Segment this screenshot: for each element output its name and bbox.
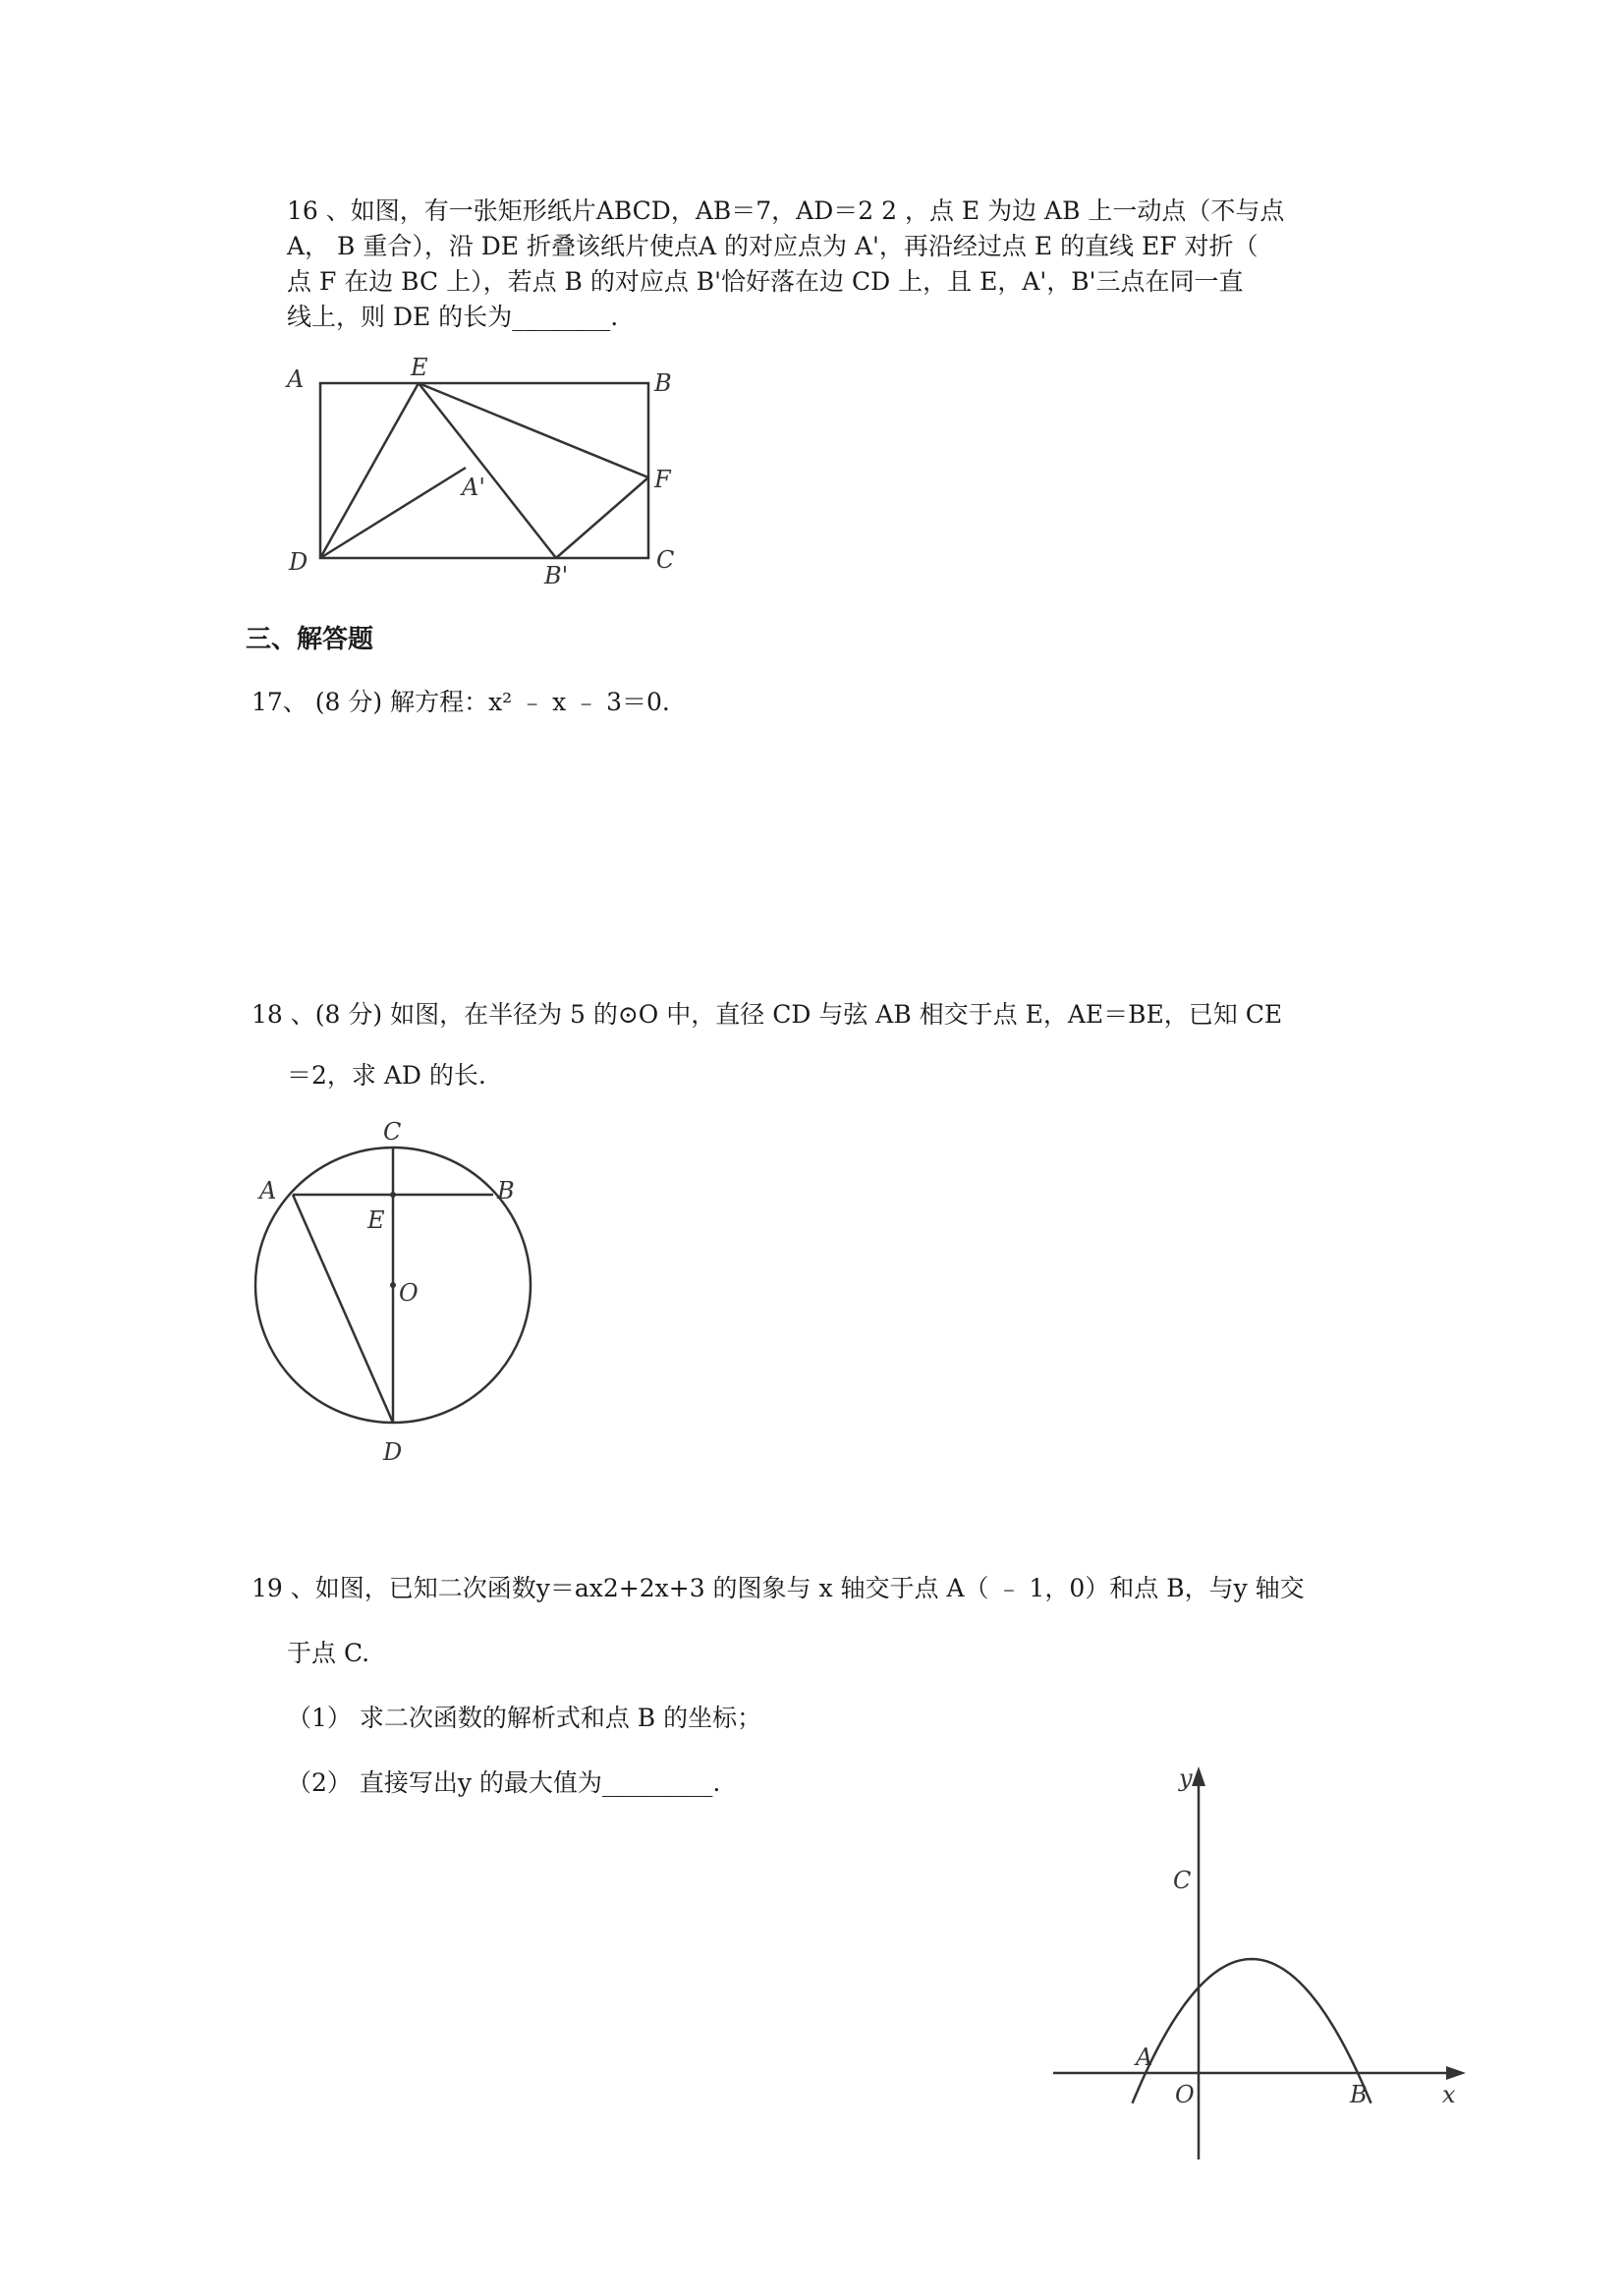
label-b: B — [1350, 2081, 1368, 2108]
q16-line-3: 点 F 在边 BC 上），若点 B 的对应点 B'恰好落在边 CD 上，且 E，A'，B'三点在同一直 — [287, 267, 1244, 296]
label-o: O — [399, 1279, 419, 1307]
label-c: C — [656, 546, 675, 574]
q19-line-2: 于点 C. — [287, 1639, 370, 1667]
q19-figure — [1041, 1759, 1474, 2171]
label-b-prime: B' — [544, 562, 569, 589]
q19-part-2: （2） 直接写出y 的最大值为_________. — [287, 1768, 721, 1797]
q16-line-4: 线上，则 DE 的长为________. — [287, 303, 619, 331]
segment-da1 — [320, 468, 466, 558]
label-a: A — [1136, 2044, 1153, 2071]
label-a-prime: A' — [462, 474, 485, 501]
label-c: C — [383, 1118, 402, 1146]
parabola-curve — [1133, 1959, 1371, 2103]
label-f: F — [654, 466, 671, 493]
q19-part-1: （1） 求二次函数的解析式和点 B 的坐标； — [287, 1704, 762, 1732]
label-c: C — [1173, 1867, 1192, 1894]
label-o: O — [1175, 2081, 1195, 2108]
q16-line-1: 16 、如图，有一张矩形纸片ABCD，AB＝7，AD＝2 2 ，点 E 为边 AB 上一动点（不与点 — [287, 196, 1285, 225]
point-e — [390, 1192, 396, 1198]
q18-line-2: ＝2，求 AD 的长. — [287, 1061, 486, 1090]
label-e: E — [367, 1206, 385, 1234]
y-axis-arrow-icon — [1192, 1766, 1205, 1786]
label-d: D — [289, 548, 308, 576]
segment-eb1 — [419, 383, 556, 558]
label-a: A — [287, 365, 305, 393]
segment-fb1 — [556, 477, 648, 558]
q18-line-1: 18 、(8 分) 如图，在半径为 5 的⊙O 中，直径 CD 与弦 AB 相交于点 E，AE＝BE，已知 CE — [252, 1000, 1283, 1029]
x-axis-arrow-icon — [1446, 2066, 1466, 2080]
q18-figure — [246, 1118, 540, 1472]
label-x: x — [1442, 2081, 1456, 2108]
label-a: A — [259, 1177, 277, 1204]
section-title: 三、解答题 — [246, 625, 374, 654]
q17-text: 17、 (8 分) 解方程：x² ﹣ x ﹣ 3＝0. — [252, 688, 670, 716]
q16-line-2: A， B 重合），沿 DE 折叠该纸片使点A 的对应点为 A'，再沿经过点 E 的直线 EF 对折（ — [287, 232, 1259, 260]
label-b: B — [654, 369, 672, 397]
label-y: y — [1179, 1764, 1193, 1792]
point-o — [390, 1282, 396, 1288]
segment-ef — [419, 383, 648, 477]
q19-line-1: 19 、如图，已知二次函数y＝ax2+2x+3 的图象与 x 轴交于点 A（ ﹣ 1，0）和点 B，与y 轴交 — [252, 1574, 1305, 1602]
q16-figure — [275, 354, 707, 599]
label-e: E — [411, 354, 428, 381]
label-b: B — [497, 1177, 515, 1204]
segment-de — [320, 383, 419, 558]
label-d: D — [383, 1438, 403, 1466]
